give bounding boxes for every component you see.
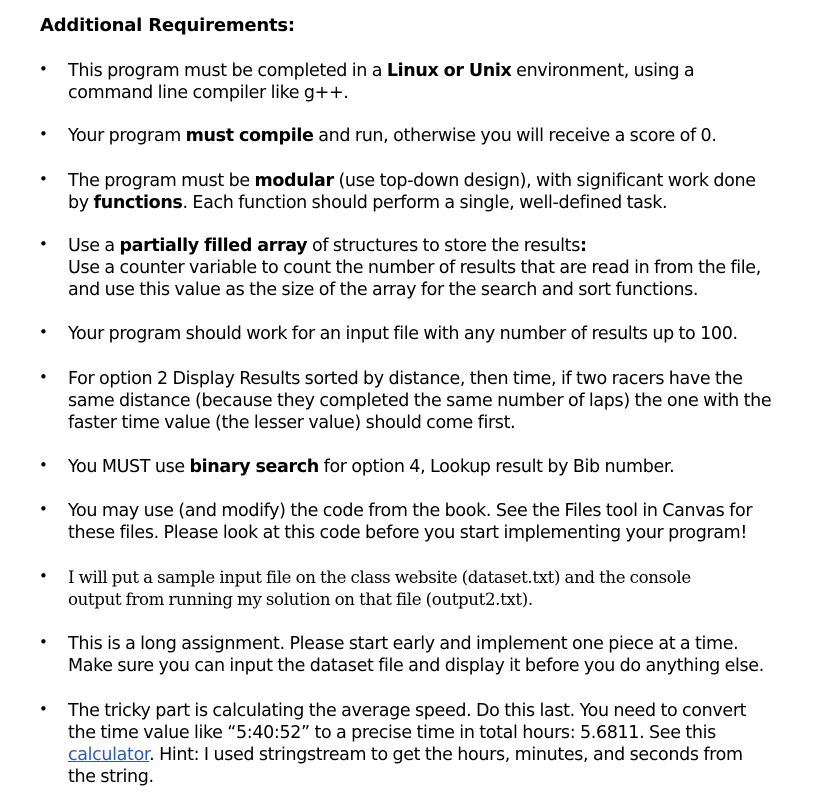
text-line xyxy=(68,82,813,104)
text-line xyxy=(68,456,813,478)
text-line xyxy=(68,192,813,214)
list-item-text xyxy=(68,60,813,104)
text-run: For option 2 Display Results sorted by distance, then time, if two racers have the xyxy=(68,369,743,389)
text-run: the string. xyxy=(68,767,154,787)
text-run: The tricky part is calculating the average speed. Do this last. You need to convert xyxy=(68,701,747,721)
bullet-icon: • xyxy=(39,633,48,651)
text-run: Make sure you can input the dataset file and display it before you do anything else. xyxy=(68,656,764,676)
bullet-icon: • xyxy=(39,323,48,341)
list-item-text xyxy=(68,456,813,478)
bold-text: must compile xyxy=(185,126,314,146)
text-run: This is a long assignment. Please start early and implement one piece at a time. xyxy=(68,634,739,654)
text-line xyxy=(68,323,813,345)
text-run: the time value like “5:40:52” to a precise time in total hours: 5.6811. See this xyxy=(68,723,716,743)
bullet-icon: • xyxy=(39,456,48,474)
bullet-icon: • xyxy=(39,500,48,518)
text-run: The program must be xyxy=(68,171,255,191)
text-line xyxy=(68,60,813,82)
text-line xyxy=(68,390,813,412)
text-run: Use a xyxy=(68,236,120,256)
text-line xyxy=(68,744,813,766)
list-item-text xyxy=(68,368,813,434)
bullet-icon: • xyxy=(39,60,48,78)
bold-text: : xyxy=(579,236,587,256)
bold-text: modular xyxy=(254,171,334,191)
bullet-icon: • xyxy=(39,235,48,253)
calculator-link[interactable]: calculator xyxy=(68,745,150,765)
text-line xyxy=(68,655,813,677)
text-run: of structures to store the results xyxy=(307,236,580,256)
bold-text: Linux or Unix xyxy=(386,61,512,81)
text-line xyxy=(68,170,813,192)
list-item-text xyxy=(68,323,813,345)
bullet-icon: • xyxy=(39,125,48,143)
text-line xyxy=(68,368,813,390)
bullet-icon: • xyxy=(39,368,48,386)
text-run: You MUST use xyxy=(68,457,190,477)
text-line xyxy=(68,235,813,257)
list-item-text xyxy=(68,700,813,788)
bold-text: functions xyxy=(93,193,183,213)
text-run: and use this value as the size of the array for the search and sort functions. xyxy=(68,280,699,300)
text-run: I will put a sample input file on the class website (dataset.txt) and the console xyxy=(68,568,691,587)
text-line xyxy=(68,700,813,722)
list-item-text xyxy=(68,235,813,301)
list-item-text xyxy=(68,125,813,147)
text-line xyxy=(68,257,813,279)
text-run: same distance (because they completed the same number of laps) the one with the xyxy=(68,391,772,411)
list-item-text xyxy=(68,567,813,611)
text-run: Use a counter variable to count the number of results that are read in from the file, xyxy=(68,258,761,278)
text-run: You may use (and modify) the code from the book. See the Files tool in Canvas for xyxy=(68,501,753,521)
text-line xyxy=(68,412,813,434)
bullet-icon: • xyxy=(39,700,48,718)
text-line xyxy=(68,589,813,611)
text-run: output from running my solution on that file (output2.txt). xyxy=(68,590,533,609)
text-run: . Hint: I used stringstream to get the hours, minutes, and seconds from xyxy=(149,745,743,765)
list-item-text xyxy=(68,633,813,677)
text-run: environment, using a xyxy=(511,61,695,81)
section-heading: Additional Requirements: xyxy=(40,15,295,36)
text-line xyxy=(68,722,813,744)
bullet-icon: • xyxy=(39,170,48,188)
text-run: these files. Please look at this code before you start implementing your program! xyxy=(68,523,748,543)
text-run: command line compiler like g++. xyxy=(68,83,349,103)
text-run: This program must be completed in a xyxy=(68,61,387,81)
bold-text: binary search xyxy=(189,457,319,477)
text-run: Your program should work for an input file with any number of results up to 100. xyxy=(68,324,738,344)
text-line xyxy=(68,125,813,147)
text-run: Your program xyxy=(68,126,186,146)
text-run: . Each function should perform a single, well-defined task. xyxy=(182,193,668,213)
text-line xyxy=(68,500,813,522)
text-run: and run, otherwise you will receive a score of 0. xyxy=(313,126,717,146)
text-line xyxy=(68,633,813,655)
bold-text: partially filled array xyxy=(119,236,308,256)
list-item-text xyxy=(68,500,813,544)
text-line xyxy=(68,766,813,788)
text-run: (use top-down design), with significant work done xyxy=(333,171,756,191)
text-line xyxy=(68,522,813,544)
bullet-icon: • xyxy=(39,567,48,585)
text-line xyxy=(68,279,813,301)
text-line xyxy=(68,567,813,589)
text-run: by xyxy=(68,193,94,213)
text-run: for option 4, Lookup result by Bib number. xyxy=(318,457,675,477)
list-item-text xyxy=(68,170,813,214)
text-run: faster time value (the lesser value) should come first. xyxy=(68,413,516,433)
